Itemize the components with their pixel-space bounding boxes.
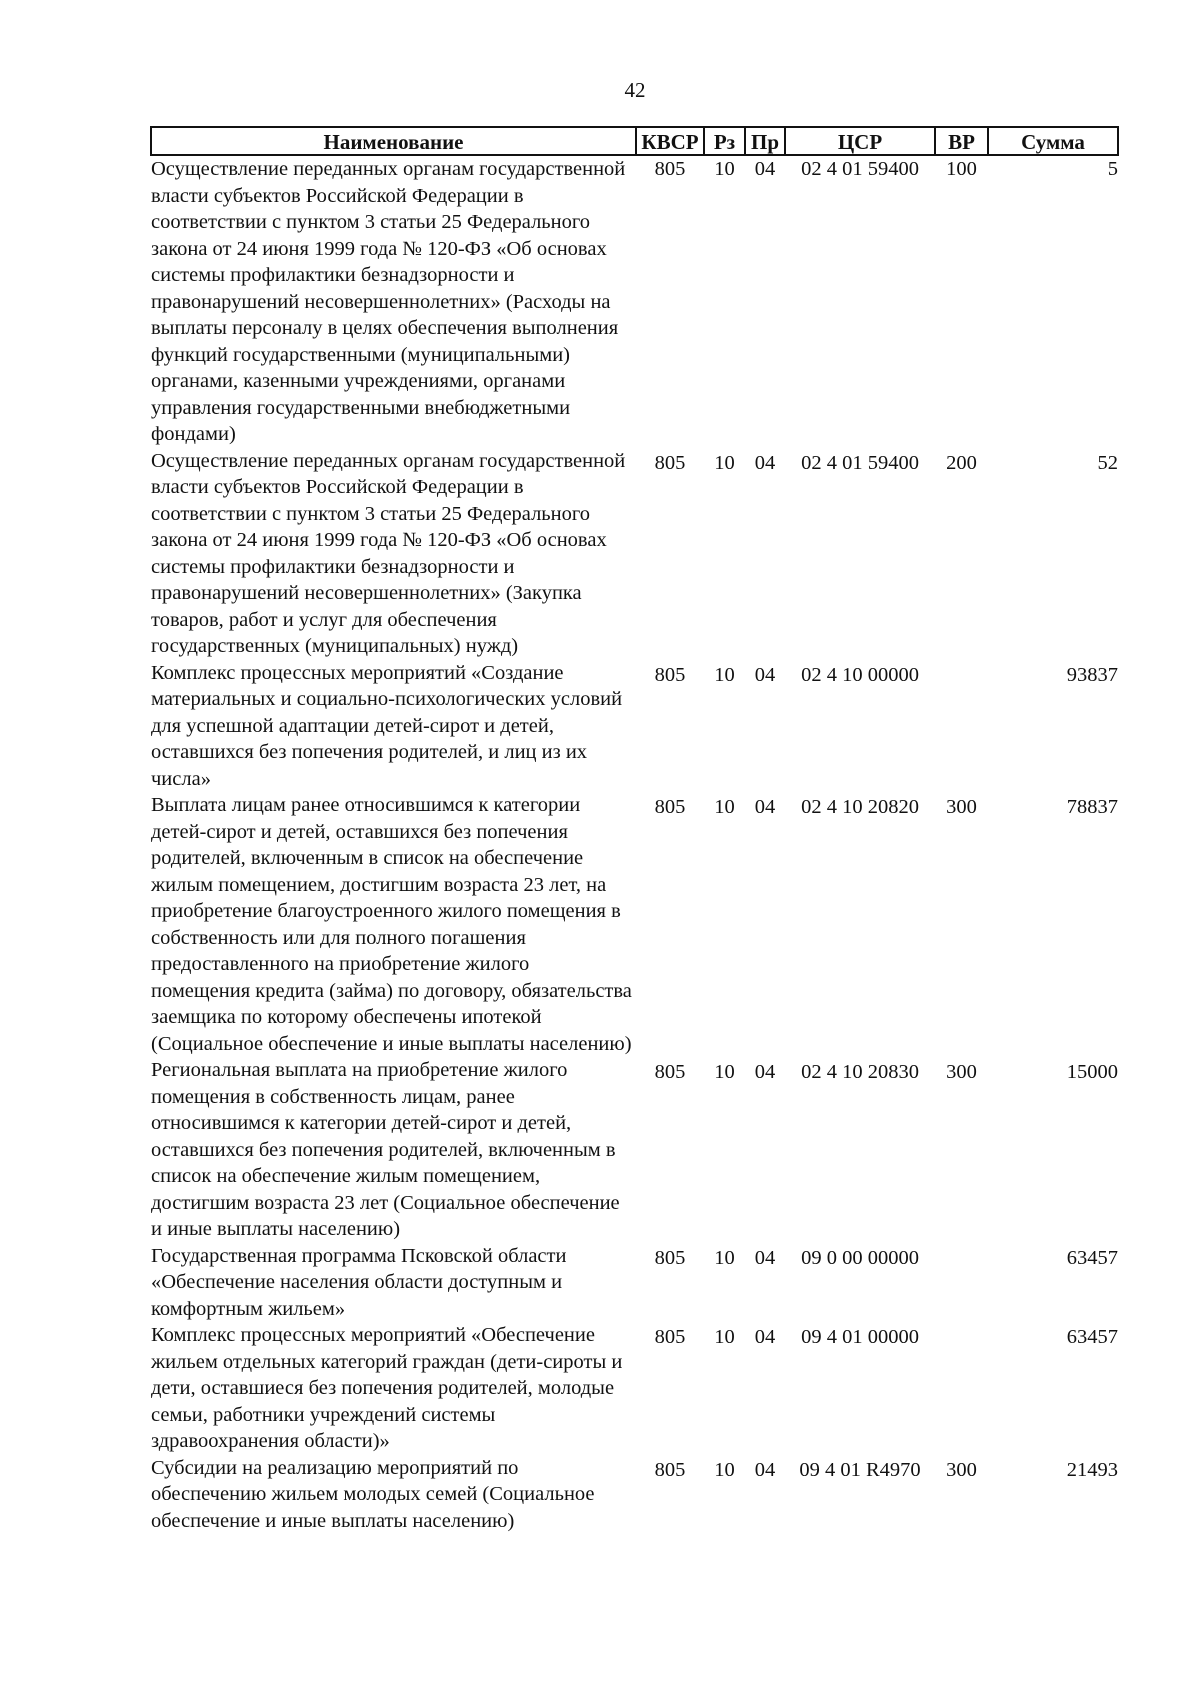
header-vr: ВР	[935, 127, 988, 155]
row-kvsr: 805	[654, 1246, 686, 1269]
row-pr: 04	[754, 1246, 776, 1269]
row-pr: 04	[754, 451, 776, 474]
row-rz: 10	[714, 158, 735, 180]
row-sum: 15000	[1066, 1061, 1118, 1083]
budget-table	[150, 126, 1119, 1534]
row-csr: 09 4 01 R4970	[799, 1458, 921, 1481]
header-name: Наименование	[151, 127, 636, 155]
row-csr: 02 4 01 59400	[801, 451, 919, 474]
row-sum: 52	[1097, 451, 1118, 474]
row-csr: 09 4 01 00000	[801, 1326, 919, 1348]
row-sum: 21493	[1066, 1458, 1118, 1481]
row-vr	[935, 660, 988, 793]
row-kvsr: 805	[654, 158, 686, 180]
row-sum: 63457	[1066, 1246, 1118, 1269]
header-sum: Сумма	[988, 127, 1118, 155]
row-rz: 10	[714, 1246, 735, 1269]
table-row	[151, 1322, 1118, 1455]
row-name: Региональная выплата на приобретение жилого помещения в собственность лицам, ранее относившимся к категории детей-сирот и детей, оставшихся без попечения родителей, включенным в список на обеспечение жилым помещением, достигшим возраста 23 лет (Социальное обеспечение и иные выплаты населению)	[151, 1059, 620, 1240]
row-pr: 04	[754, 158, 776, 180]
row-sum: 78837	[1066, 796, 1118, 818]
row-sum: 63457	[1066, 1326, 1118, 1348]
row-name: Комплекс процессных мероприятий «Создание материальных и социально-психологических условий для успешной адаптации детей-сирот и детей, оставшихся без попечения родителей, и лиц из их числа»	[151, 661, 623, 790]
row-kvsr: 805	[654, 663, 686, 686]
row-name: Субсидии на реализацию мероприятий по обеспечению жильем молодых семей (Социальное обеспечение и иные выплаты населению)	[151, 1456, 595, 1532]
header-csr: ЦСР	[785, 127, 935, 155]
row-kvsr: 805	[654, 1061, 686, 1083]
row-rz: 10	[714, 1326, 735, 1348]
row-name: Государственная программа Псковской области «Обеспечение населения области доступным и комфортным жильем»	[151, 1244, 567, 1320]
row-pr: 04	[754, 1458, 776, 1481]
row-pr: 04	[754, 796, 776, 818]
table-row	[151, 660, 1118, 793]
table-header-row	[151, 127, 1118, 155]
row-vr: 100	[946, 158, 977, 180]
row-name: Осуществление переданных органам государственной власти субъектов Российской Федерации в соответствии с пунктом 3 статьи 25 Федерального закона от 24 июня 1999 года № 120-ФЗ «Об основах системы профилактики безнадзорности и правонарушений несовершеннолетних» (Закупка товаров, работ и услуг для обеспечения государственных (муниципальных) нужд)	[151, 449, 626, 657]
row-vr: 300	[946, 796, 977, 818]
table-row	[151, 1243, 1118, 1323]
row-csr: 02 4 10 20820	[801, 796, 919, 818]
row-kvsr: 805	[654, 796, 686, 818]
row-kvsr: 805	[654, 1458, 686, 1481]
row-rz: 10	[714, 1061, 735, 1083]
row-sum: 5	[1107, 158, 1118, 180]
row-rz: 10	[714, 1458, 735, 1481]
table-row	[151, 1057, 1118, 1243]
row-pr: 04	[754, 1326, 776, 1348]
row-rz: 10	[714, 796, 735, 818]
row-name: Осуществление переданных органам государственной власти субъектов Российской Федерации в соответствии с пунктом 3 статьи 25 Федерального закона от 24 июня 1999 года № 120-ФЗ «Об основах системы профилактики безнадзорности и правонарушений несовершеннолетних» (Расходы на выплаты персоналу в целях обеспечения выполнения функций государственными (муниципальными) органами, казенными учреждениями, органами управления государственными внебюджетными фондами)	[151, 158, 626, 445]
row-csr: 02 4 10 20830	[801, 1061, 919, 1083]
header-rz: Рз	[704, 127, 745, 155]
header-kvsr: КВСР	[636, 127, 704, 155]
row-kvsr: 805	[654, 451, 686, 474]
row-vr: 300	[946, 1458, 977, 1481]
row-rz: 10	[714, 451, 735, 474]
row-csr: 02 4 01 59400	[801, 158, 919, 180]
row-sum: 93837	[1066, 663, 1118, 686]
table-row	[151, 792, 1118, 1057]
row-pr: 04	[754, 663, 776, 686]
row-csr: 02 4 10 00000	[801, 663, 919, 686]
row-vr: 300	[946, 1061, 977, 1083]
table-row	[151, 155, 1118, 448]
header-pr: Пр	[745, 127, 785, 155]
row-vr	[935, 1322, 988, 1455]
row-vr	[935, 1243, 988, 1323]
row-csr: 09 0 00 00000	[801, 1246, 919, 1269]
row-vr: 200	[946, 451, 977, 474]
table-row	[151, 448, 1118, 660]
table-row	[151, 1455, 1118, 1535]
row-kvsr: 805	[654, 1326, 686, 1348]
row-pr: 04	[754, 1061, 776, 1083]
row-name: Комплекс процессных мероприятий «Обеспечение жильем отдельных категорий граждан (дети-сироты и дети, оставшиеся без попечения родителей, молодые семьи, работники учреждений системы здравоохранения области)»	[151, 1324, 623, 1452]
page-number: 42	[624, 78, 646, 102]
row-name: Выплата лицам ранее относившимся к категории детей-сирот и детей, оставшихся без попечения родителей, включенным в список на обеспечение жилым помещением, достигшим возраста 23 лет, на приобретение благоустроенного жилого помещения в собственность или для полного погашения предоставленного на приобретение жилого помещения кредита (займа) по договору, обязательства заемщика по которому обеспечены ипотекой (Социальное обеспечение и иные выплаты населению)	[151, 794, 632, 1055]
row-rz: 10	[714, 663, 735, 686]
